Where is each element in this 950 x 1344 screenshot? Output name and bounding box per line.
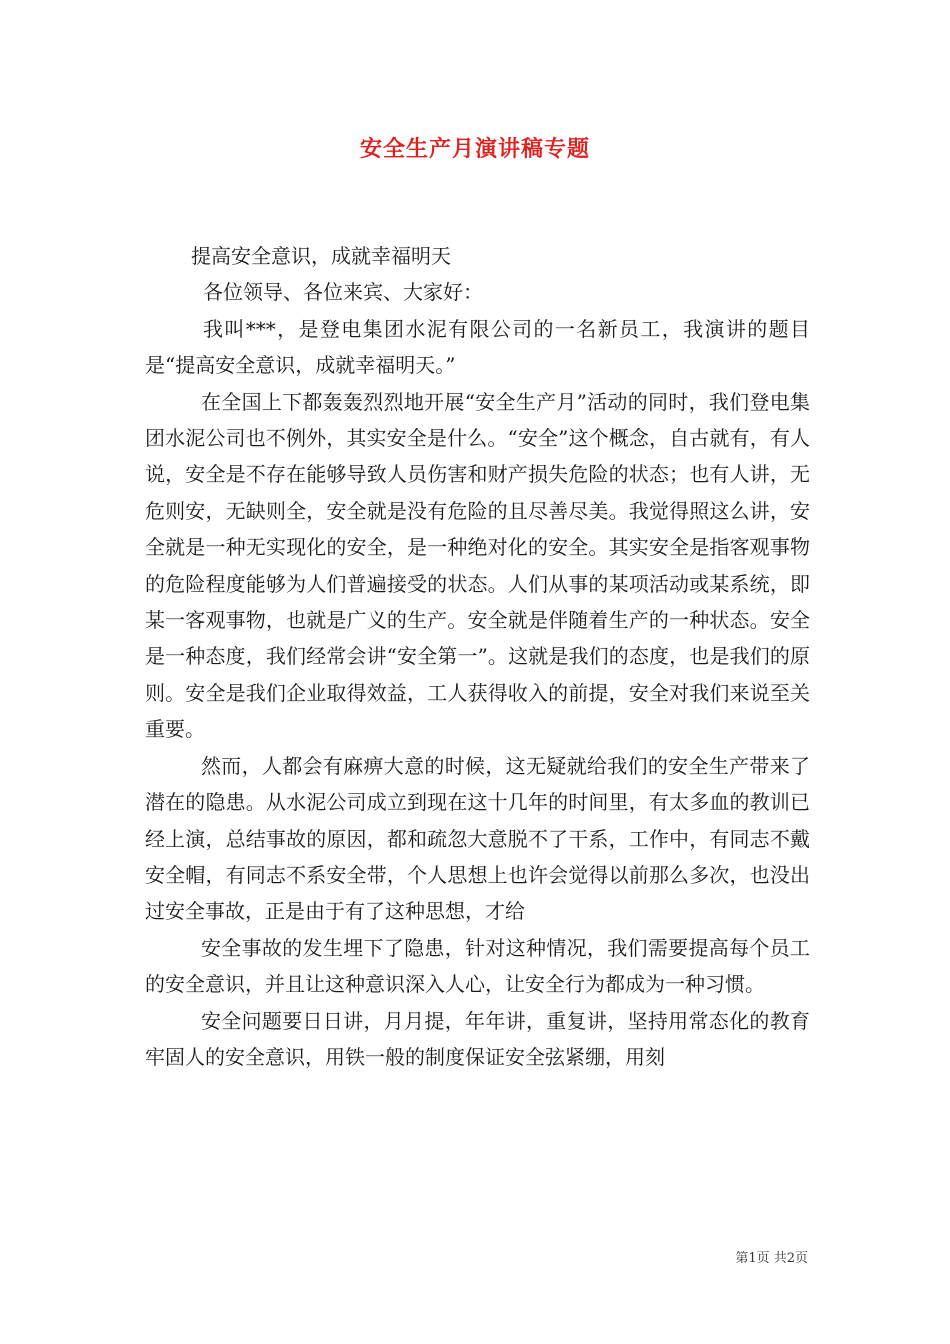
document-body: [145, 238, 810, 1075]
document-title: 安全生产月演讲稿专题: [359, 136, 590, 162]
paragraph-subtitle: 提高安全意识，成就幸福明天: [191, 244, 451, 268]
paragraph-daily-safety: 安全问题要日日讲，月月提，年年讲，重复讲，坚持用常态化的教育牢固人的安全意识，用铁一般的制度保证安全弦紧绷，用刻: [145, 1008, 810, 1069]
paragraph-safety-definition: 在全国上下都轰轰烈烈地开展“安全生产月”活动的同时，我们登电集团水泥公司也不例外，其实安全是什么。“安全”这个概念，自古就有，有人说，安全是不存在能够导致人员伤害和财产损失危险的状态；也有人讲，无危则安，无缺则全，安全就是没有危险的且尽善尽美。我觉得照这么讲，安全就是一种无实现化的安全，是一种绝对化的安全。其实安全是指客观事物的危险程度能够为人们普遍接受的状态。人们从事的某项活动或某系统，即某一客观事物，也就是广义的生产。安全就是伴随着生产的一种状态。安全是一种态度，我们经常会讲“安全第一”。这就是我们的态度，也是我们的原则。安全是我们企业取得效益，工人获得收入的前提，安全对我们来说至关重要。: [145, 389, 810, 742]
page-number: 第1页 共2页: [735, 1251, 808, 1266]
paragraph-hidden-dangers: 然而，人都会有麻痹大意的时候，这无疑就给我们的安全生产带来了潜在的隐患。从水泥公司成立到现在这十几年的时间里，有太多血的教训已经上演，总结事故的原因，都和疏忽大意脱不了干系，工作中，有同志不戴安全帽，有同志不系安全带，个人思想上也许会觉得以前那么多次，也没出过安全事故，正是由于有了这种思想，才给: [145, 753, 810, 924]
paragraph-safety-awareness: 安全事故的发生埋下了隐患，针对这种情况，我们需要提高每个员工的安全意识，并且让这种意识深入人心，让安全行为都成为一种习惯。: [145, 935, 810, 997]
paragraph-intro: 我叫***，是登电集团水泥有限公司的一名新员工，我演讲的题目是“提高安全意识，成就幸福明天。”: [145, 316, 810, 378]
paragraph-greeting: 各位领导、各位来宾、大家好：: [203, 280, 483, 305]
